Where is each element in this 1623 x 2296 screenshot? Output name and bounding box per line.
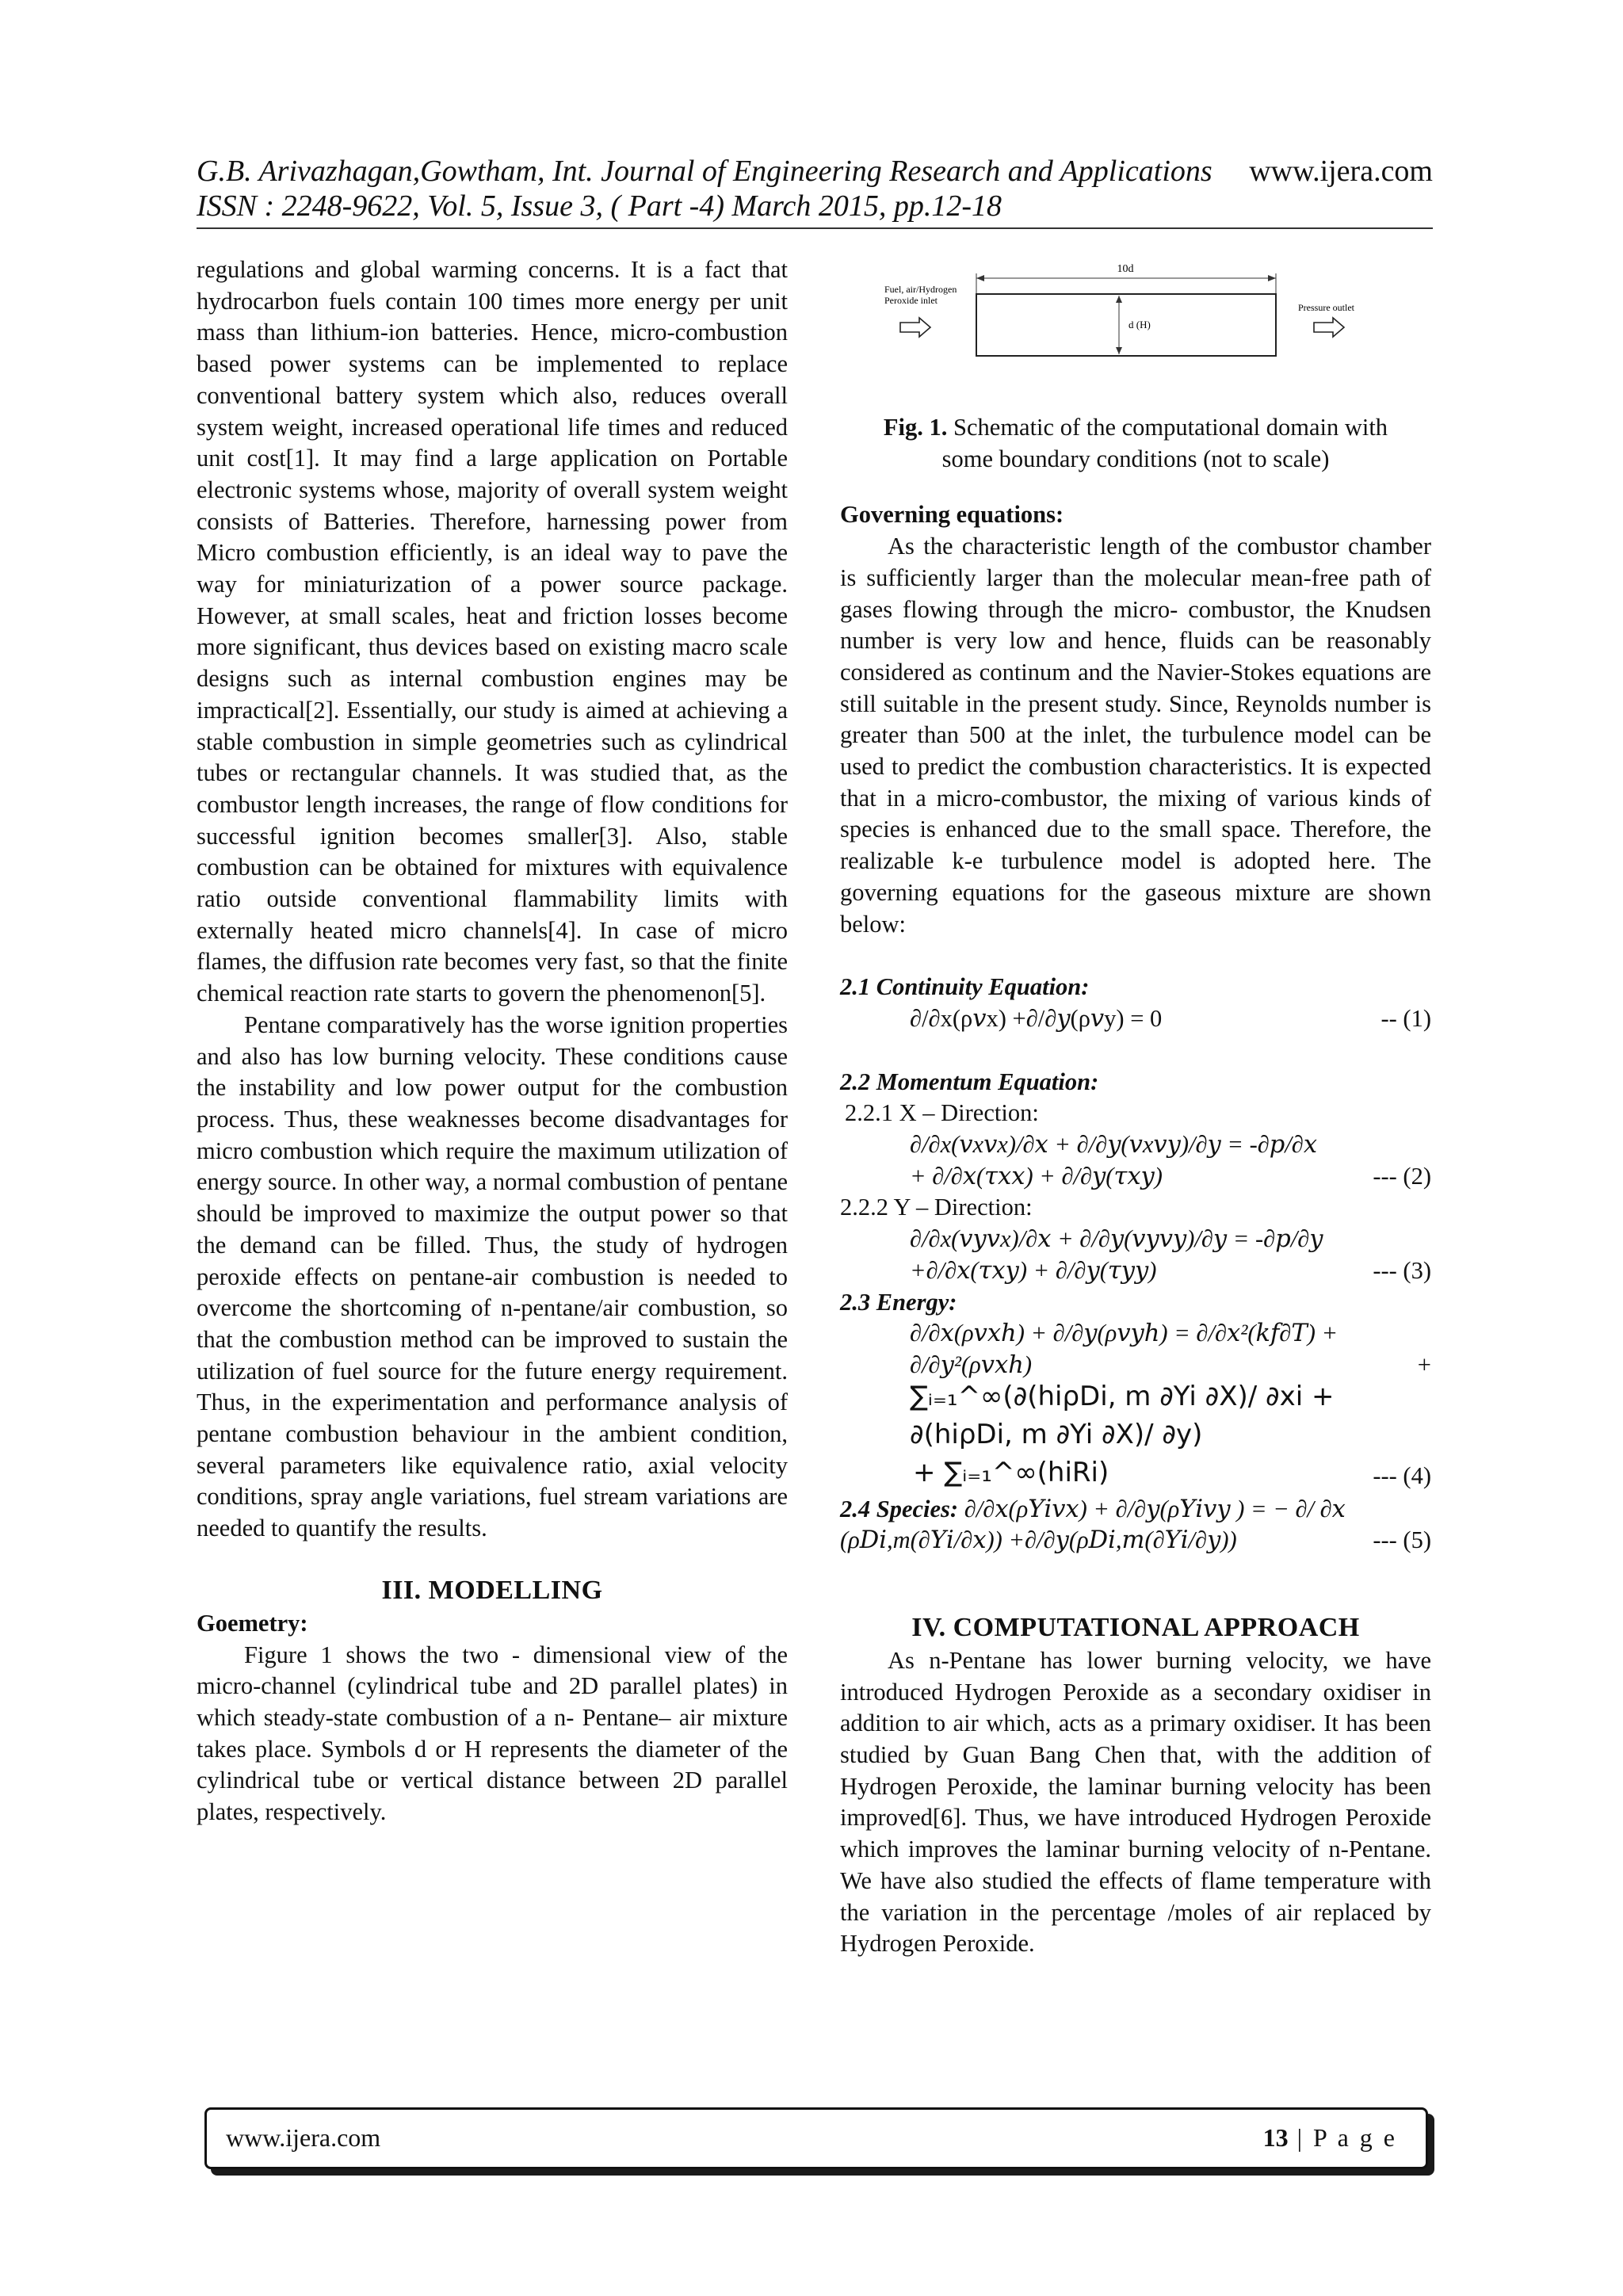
figure-caption-line-1: Schematic of the computational domain with [953, 414, 1388, 441]
top-dimension-arrow-right [1268, 275, 1276, 281]
continuity-expression: ∂/∂x(ρ𝑣x) +∂/∂𝑦(ρ𝑣y) = 0 [910, 1004, 1163, 1032]
energy-summation-2: ∂(hiρDi, m ∂Yi ∂X)/ ∂y) [910, 1418, 1203, 1450]
top-dimension-label: 10d [1117, 263, 1134, 275]
top-dimension-arrow-left [976, 275, 984, 281]
energy-expression-1: ∂/∂𝑥(ρ𝑣𝑥ℎ) + ∂/∂𝑦(ρ𝑣𝑦ℎ) = ∂/∂𝑥²(𝑘𝑓∂𝑇) + [910, 1320, 1338, 1347]
x-momentum-line-2 [840, 1161, 1431, 1193]
y-momentum-expression-1: ∂/∂x(𝑣𝑦𝑣x)/∂𝑥 + ∂/∂𝑦(𝑣𝑦𝑣𝑦)/∂𝑦 = -∂𝑝/∂𝑦 [910, 1225, 1323, 1253]
inlet-label-2: Peroxide inlet [884, 295, 938, 306]
outlet-label: Pressure outlet [1298, 302, 1354, 313]
energy-expression-2: ∂/∂𝑦²(ρ𝑣𝑥ℎ) [910, 1350, 1033, 1378]
energy-summation-1: ∑ᵢ₌₁^∞(∂(hiρDi, m ∂Yi ∂X)/ ∂xi + [910, 1380, 1335, 1412]
figure-1-caption [840, 412, 1431, 475]
figure-label: Fig. 1. [883, 414, 948, 441]
running-header-issn: ISSN : 2248-9622, Vol. 5, Issue 3, ( Part -4) March 2015, pp.12-18 [197, 189, 1002, 223]
spacer [840, 377, 1431, 412]
continuity-equation [840, 1003, 1431, 1035]
energy-summation-3: + ∑ᵢ₌₁^∞(hiRi) [913, 1456, 1109, 1488]
governing-paragraph: As the characteristic length of the combustor chamber is sufficiently larger than the molecular mean-free path of gases flowing through the micro- combustor, the Knudsen number is very low and hence, fluids can be reasonably considered as continum and the Navier-Stokes equations are still suitable in the present study. Since, Reynolds number is greater than 500 at the inlet, the turbulence model can be used to predict the combustion characteristics. It is expected that in a micro-combustor, the mixing of various kinds of species is enhanced due to the small space. Therefore, the realizable k-e turbulence model is adopted here. The governing equations for the gaseous mixture are shown below: [840, 533, 1431, 938]
energy-line-3 [840, 1381, 1431, 1419]
journal-website[interactable]: www.ijera.com [1249, 155, 1433, 188]
journal-citation: G.B. Arivazhagan,Gowtham, Int. Journal of Engineering Research and Applications [197, 155, 1212, 188]
continuity-heading: 2.1 Continuity Equation: [840, 973, 1090, 1001]
page-number [1263, 2122, 1397, 2153]
x-momentum-expression-1: ∂/∂x(𝑣x𝑣x)/∂𝑥 + ∂/∂𝑦(𝑣x𝑣𝑦)/∂𝑦 = -∂𝑝/∂𝑥 [910, 1131, 1318, 1159]
equation-number-4: --- (4) [1373, 1461, 1431, 1489]
energy-line-4 [840, 1419, 1431, 1457]
pentane-paragraph: Pentane comparatively has the worse ignition properties and also has low burning velocity. These conditions cause the instability and low power output for the combustion process. Thus, these weaknesses become disadvantages for micro combustion which require the maximum utilization of energy source. In other way, a normal combustion of pentane should be improved to maximize the output power so that the demand can be filled. Thus, the study of hydrogen peroxide effects on pentane-air combustion is needed to overcome the shortcoming of n-pentane/air combustion, so that the combustion method can be improved to sustain the utilization of fuel source for the future energy requirement. Thus, in the experimentation and performance analysis of pentane combustion behaviour in the ambient condition, several parameters like equivalence ratio, axial velocity conditions, spray angle variations, fuel stream variations are needed to quantify the results. [197, 1010, 788, 1542]
footer-website[interactable]: www.ijera.com [226, 2123, 381, 2152]
geometry-paragraph: Figure 1 shows the two - dimensional view of the micro-channel (cylindrical tube and 2D parallel plates) in which steady-state combustion of a n- Pentane– air mixture takes place. Symbols d or H represents the diameter of the cylindrical tube or vertical distance between 2D parallel plates, respectively. [197, 1641, 788, 1826]
y-momentum-line-1 [840, 1224, 1431, 1255]
figure-caption-line-2: some boundary conditions (not to scale) [941, 445, 1330, 472]
x-momentum-line-1 [840, 1129, 1431, 1161]
computational-domain-schematic [840, 254, 1431, 377]
height-label: d (H) [1128, 319, 1151, 330]
equation-number-5: --- (5) [1373, 1526, 1431, 1554]
spacer [197, 1545, 788, 1573]
channel-domain [976, 294, 1276, 356]
header-rule [197, 227, 1433, 229]
x-direction-label: 2.2.1 X – Direction: [845, 1099, 1039, 1127]
equation-number-1: -- (1) [1381, 1004, 1431, 1032]
species-expression-2: (ρ𝐷𝑖,m(∂𝑌𝑖/∂𝑥)) +∂/∂𝑦(ρ𝐷𝑖,𝑚(∂𝑌𝑖/∂𝑦)) [840, 1526, 1237, 1554]
species-heading: 2.4 Species: [840, 1495, 959, 1522]
spacer [840, 1557, 1431, 1610]
section-title-modelling: III. MODELLING [381, 1575, 603, 1605]
x-momentum-expression-2: + ∂/∂𝑥(𝜏𝑥𝑥) + ∂/∂𝑦(𝜏𝑥𝑦) [910, 1162, 1163, 1190]
energy-plus-sign: + [1417, 1350, 1431, 1378]
left-column [197, 254, 788, 1828]
right-column [840, 254, 1431, 1960]
inlet-label-1: Fuel, air/Hydrogen [884, 284, 957, 295]
page-label: | P a g e [1296, 2123, 1397, 2152]
section-title-computational-approach: IV. COMPUTATIONAL APPROACH [911, 1612, 1360, 1642]
species-line-1 [840, 1494, 1431, 1526]
energy-line-2 [840, 1350, 1431, 1381]
outlet-arrow-icon [1314, 318, 1344, 337]
y-momentum-line-2 [840, 1255, 1431, 1287]
geometry-heading: Goemetry: [197, 1609, 308, 1637]
species-line-2 [840, 1525, 1431, 1557]
running-header-authors [197, 154, 1433, 189]
page-footer [204, 2107, 1428, 2169]
computational-paragraph: As n-Pentane has lower burning velocity, we have introduced Hydrogen Peroxide as a secondary oxidiser in addition to air which, acts as a primary oxidiser. It has been studied by Guan Bang Chen that, with the addition of Hydrogen Peroxide, the laminar burning velocity has been improved[6]. Thus, we have introduced Hydrogen Peroxide which improves the laminar burning velocity of n-Pentane. We have also studied the effects of flame temperature with the variation in the percentage /moles of air replaced by Hydrogen Peroxide. [840, 1646, 1431, 1958]
spacer [840, 475, 1431, 499]
inlet-arrow-icon [900, 318, 930, 337]
equation-number-3: --- (3) [1373, 1256, 1431, 1284]
y-momentum-expression-2: +∂/∂𝑥(𝜏𝑥𝑦) + ∂/∂𝑦(𝜏𝑦𝑦) [910, 1256, 1157, 1284]
spacer [840, 940, 1431, 972]
energy-line-5 [840, 1457, 1431, 1494]
intro-paragraph-continued: regulations and global warming concerns. It is a fact that hydrocarbon fuels contain 100 times more energy per unit mass than lithium-ion batteries. Hence, micro-combustion based power systems can be implemented to replace conventional battery system which also, reduces overall system weight, increased operational life times and reduced unit cost[1]. It may find a large application on Portable electronic systems whose, majority of overall system weight consists of Batteries. Therefore, harnessing power from Micro combustion efficiently, is an ideal way to pave the way for miniaturization of a power source package. However, at small scales, heat and friction losses become more significant, thus devices based on existing macro scale designs such as internal combustion engines may be impractical[2]. Essentially, our study is aimed at achieving a stable combustion in simple geometries such as cylindrical tubes or rectangular channels. It was studied that, as the combustor length increases, the range of flow conditions for successful ignition becomes smaller[3]. Also, stable combustion can be obtained for mixtures with equivalence ratio outside conventional flammability limits with externally heated micro channels[4]. In case of micro flames, the diffusion rate becomes very fast, so that the finite chemical reaction rate starts to govern the phenomenon[5]. [197, 256, 788, 1007]
species-expression-1: ∂/∂𝑥(ρ𝑌𝑖𝑣𝑥) + ∂/∂𝑦(ρ𝑌𝑖𝑣𝑦 ) = − ∂/ ∂𝑥 [964, 1495, 1346, 1522]
y-direction-label: 2.2.2 Y – Direction: [840, 1194, 1033, 1221]
figure-1 [840, 254, 1431, 377]
governing-equations-heading: Governing equations: [840, 501, 1064, 529]
momentum-heading: 2.2 Momentum Equation: [840, 1068, 1099, 1095]
spacer [840, 1035, 1431, 1067]
equation-number-2: --- (2) [1373, 1162, 1431, 1190]
energy-heading: 2.3 Energy: [840, 1288, 957, 1316]
energy-line-1 [840, 1318, 1431, 1350]
page-number-value: 13 [1262, 2123, 1289, 2152]
